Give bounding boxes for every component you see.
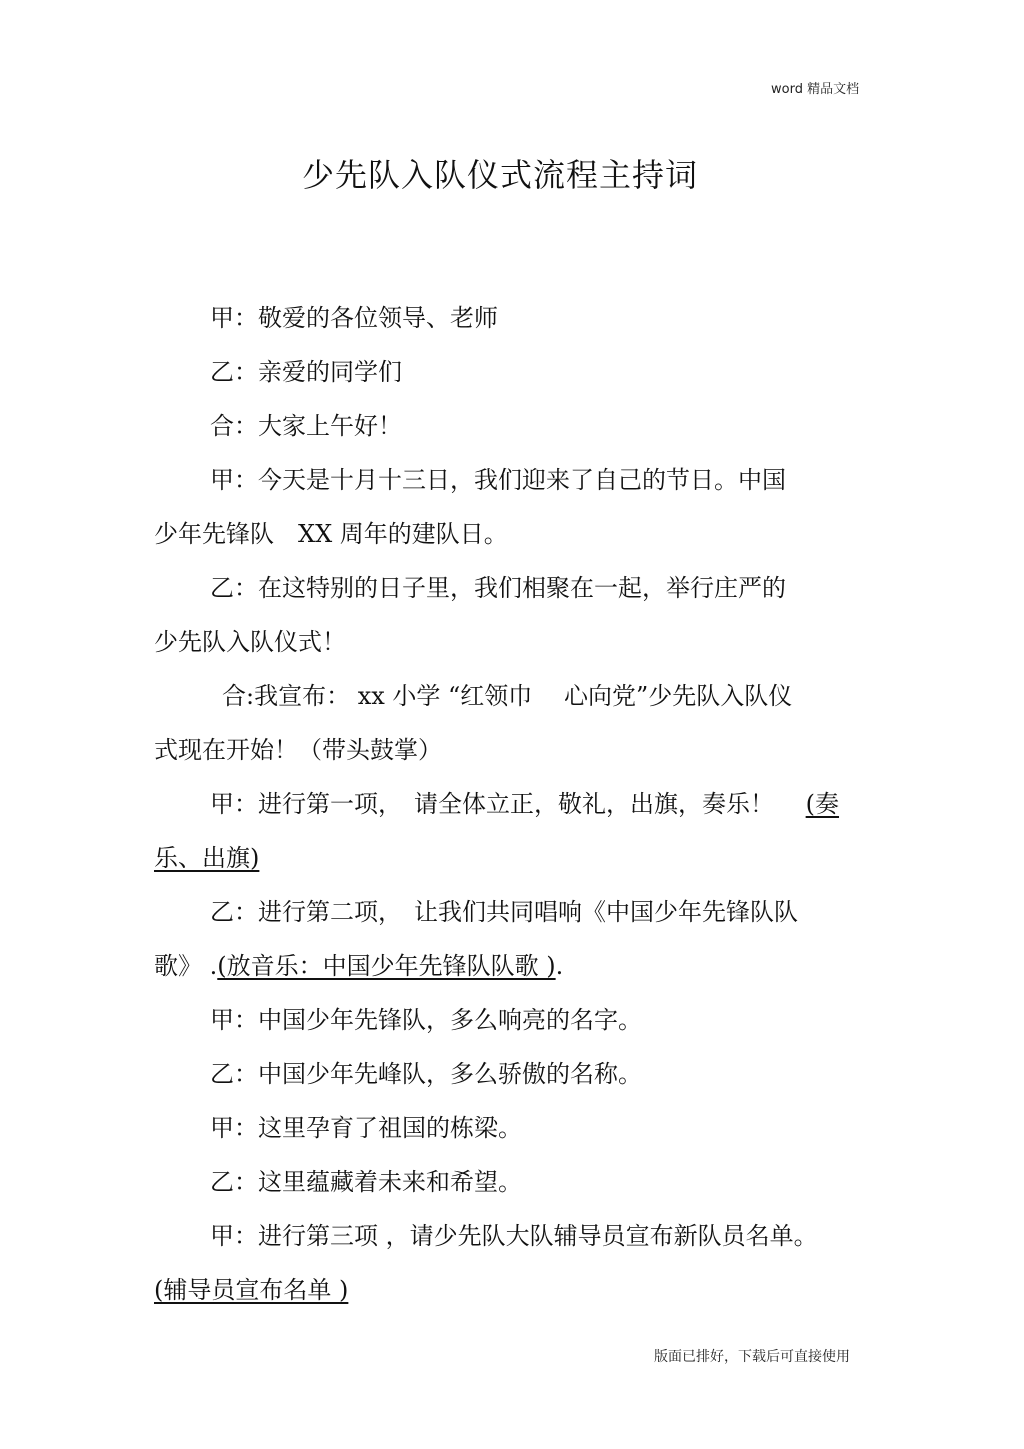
stage-direction-line: (辅导员宣布名单 )	[154, 1276, 349, 1304]
body-line: 乙：中国少年先峰队，多么骄傲的名称。	[210, 1060, 642, 1088]
stage-direction: (奏	[805, 790, 840, 818]
body-line: 甲：中国少年先锋队，多么响亮的名字。	[210, 1006, 642, 1034]
body-line: 合：大家上午好！	[210, 412, 402, 440]
footer-note: 版面已排好，下载后可直接使用	[654, 1349, 850, 1365]
body-line: 合:我宣布： xx 小学 “红领巾 心向党”少先队入队仪	[222, 682, 793, 710]
document-title: 少先队入队仪式流程主持词	[301, 156, 698, 194]
stage-direction: (放音乐：中国少年先锋队队歌 )	[217, 952, 556, 980]
header-note: word 精品文档	[771, 82, 860, 97]
body-line: 少先队入队仪式！	[154, 628, 346, 656]
body-line: 甲：敬爱的各位领导、老师	[210, 304, 498, 332]
line-text: 甲：进行第一项， 请全体立正，敬礼，出旗，奏乐！	[210, 790, 806, 818]
body-line: 式现在开始！（带头鼓掌）	[154, 736, 442, 764]
body-line: 甲：这里孕育了祖国的栋梁。	[210, 1114, 522, 1142]
body-line: 乙：亲爱的同学们	[210, 358, 402, 386]
body-line: 甲：今天是十月十三日，我们迎来了自己的节日。中国	[210, 466, 786, 494]
line-text: .	[555, 952, 564, 980]
body-line	[210, 788, 839, 820]
body-line: 少年先锋队 XX 周年的建队日。	[154, 520, 508, 548]
body-line: 乙：进行第二项， 让我们共同唱响《中国少年先锋队队	[210, 898, 798, 926]
body-line: 乙：这里蕴藏着未来和希望。	[210, 1168, 522, 1196]
stage-direction-line: 乐、出旗)	[154, 844, 260, 872]
body-line	[154, 950, 563, 982]
body-line: 甲：进行第三项 ，请少先队大队辅导员宣布新队员名单。	[210, 1222, 818, 1250]
line-text: 歌》 .	[154, 952, 218, 980]
body-line: 乙：在这特别的日子里，我们相聚在一起，举行庄严的	[210, 574, 786, 602]
